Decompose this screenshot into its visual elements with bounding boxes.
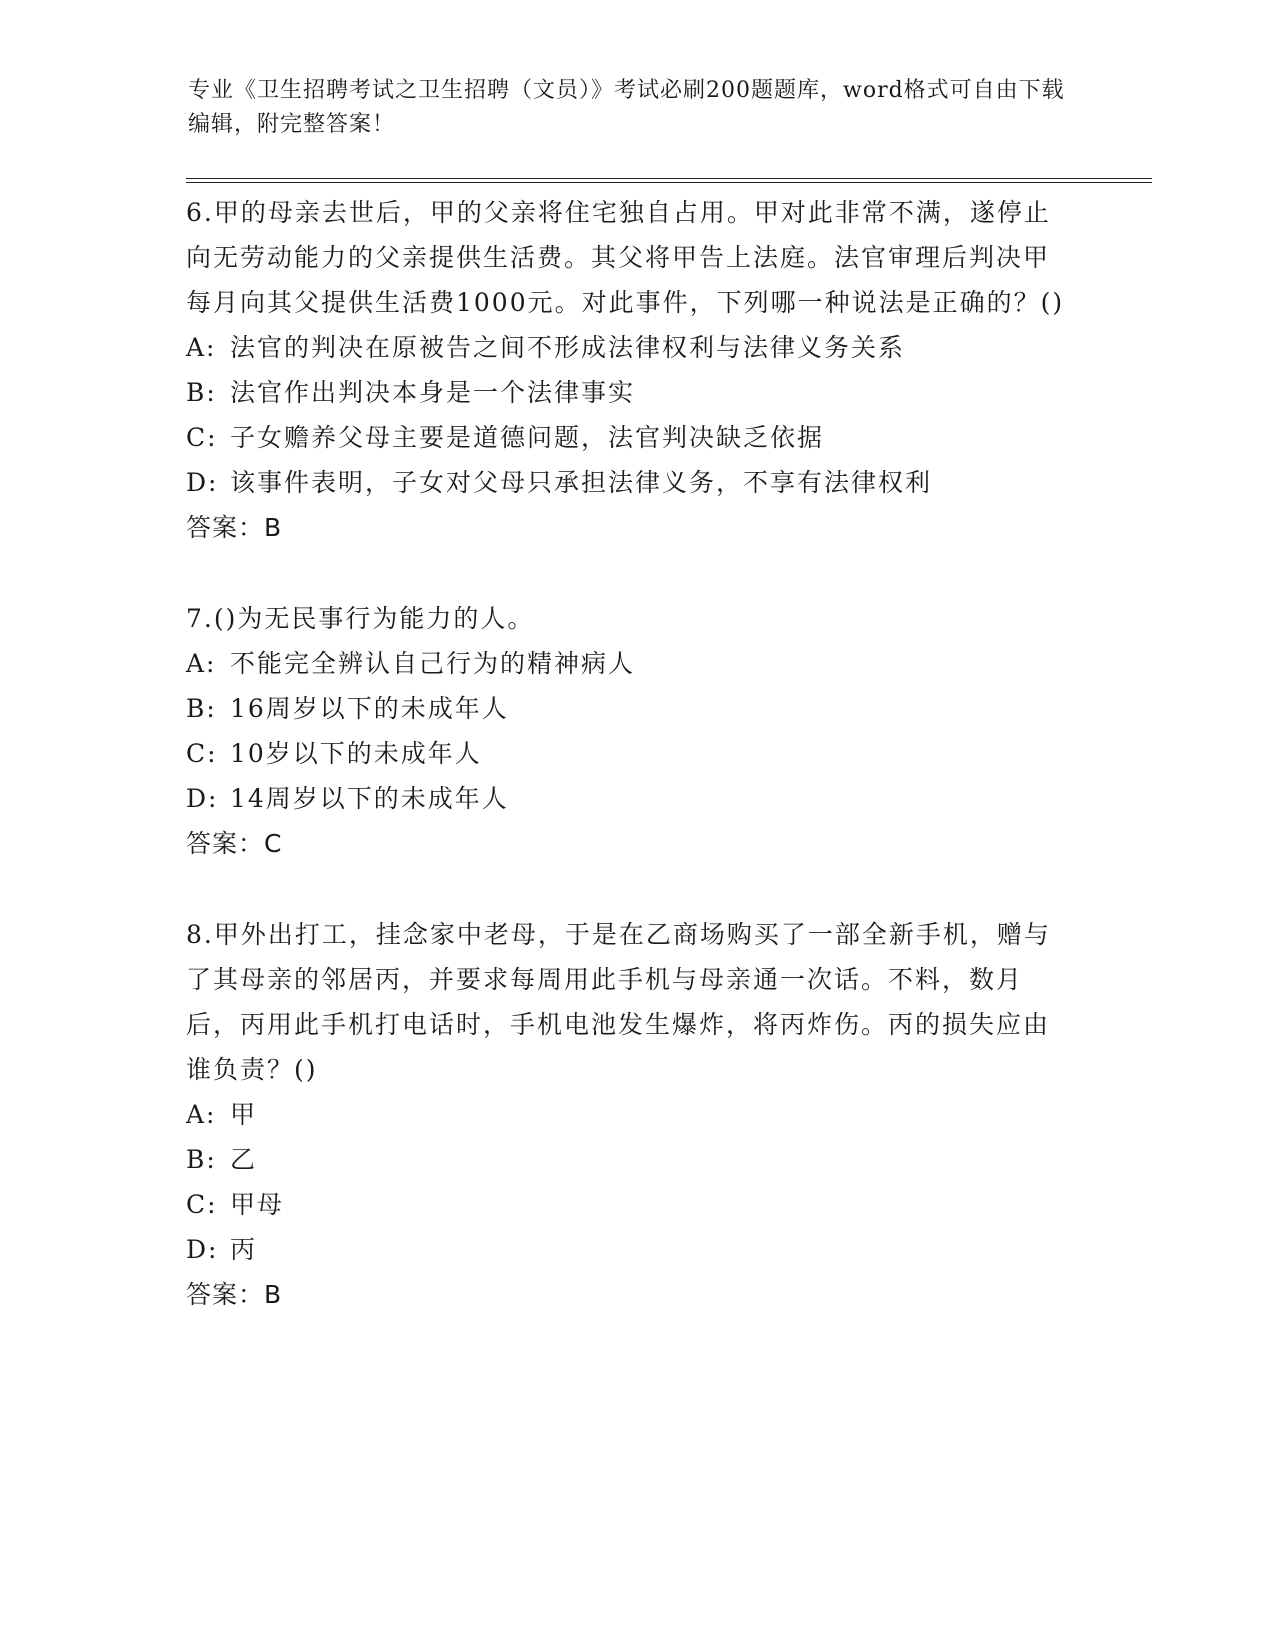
option-letter: B:: [186, 1145, 217, 1174]
option-letter: C:: [186, 423, 218, 452]
option-letter: A:: [186, 1100, 217, 1129]
option-letter: A:: [186, 649, 217, 678]
option-text: 乙: [230, 1145, 258, 1174]
document-header: 专业《卫生招聘考试之卫生招聘（文员）》考试必刷200题题库，word格式可自由下载编辑，附完整答案！: [188, 78, 1065, 137]
option-c: [186, 415, 1086, 460]
option-letter: D:: [186, 1235, 219, 1264]
question-list: [186, 190, 1086, 1317]
question-6: [186, 190, 1086, 550]
option-d: [186, 460, 1086, 505]
option-letter: B:: [186, 378, 217, 407]
header-divider: [186, 178, 1152, 183]
option-text: 14周岁以下的未成年人: [230, 784, 509, 813]
option-text: 16周岁以下的未成年人: [230, 694, 509, 723]
option-letter: C:: [186, 1190, 218, 1219]
option-text: 甲: [230, 1100, 258, 1129]
question-stem: 8.甲外出打工，挂念家中老母，于是在乙商场购买了一部全新手机，赠与了其母亲的邻居丙，并要求每周用此手机与母亲通一次话。不料，数月后，丙用此手机打电话时，手机电池发生爆炸，将丙炸伤。丙的损失应由谁负责？(): [186, 920, 1051, 1084]
question-spacer: [186, 550, 1086, 596]
option-text: 10岁以下的未成年人: [230, 739, 482, 768]
option-a: [186, 1092, 1086, 1137]
question-7: [186, 596, 1086, 866]
question-stem: 6.甲的母亲去世后，甲的父亲将住宅独自占用。甲对此非常不满，遂停止向无劳动能力的父亲提供生活费。其父将甲告上法庭。法官审理后判决甲每月向其父提供生活费1000元。对此事件，下列哪一种说法是正确的？(): [186, 198, 1065, 317]
option-d: [186, 1227, 1086, 1272]
option-text: 法官的判决在原被告之间不形成法律权利与法律义务关系: [230, 333, 906, 362]
option-text: 不能完全辨认自己行为的精神病人: [230, 649, 636, 678]
answer-line: 答案：C: [186, 829, 283, 858]
answer-line: 答案：B: [186, 513, 283, 542]
option-text: 甲母: [230, 1190, 285, 1219]
option-text: 该事件表明，子女对父母只承担法律义务，不享有法律权利: [230, 468, 933, 497]
option-b: [186, 686, 1086, 731]
option-b: [186, 1137, 1086, 1182]
option-letter: D:: [186, 468, 219, 497]
option-letter: B:: [186, 694, 217, 723]
option-letter: D:: [186, 784, 219, 813]
question-spacer: [186, 866, 1086, 912]
option-b: [186, 370, 1086, 415]
option-letter: C:: [186, 739, 218, 768]
option-a: [186, 325, 1086, 370]
option-text: 法官作出判决本身是一个法律事实: [230, 378, 636, 407]
answer-line: 答案：B: [186, 1280, 283, 1309]
question-8: [186, 912, 1086, 1317]
option-a: [186, 641, 1086, 686]
option-text: 丙: [230, 1235, 258, 1264]
option-c: [186, 731, 1086, 776]
option-c: [186, 1182, 1086, 1227]
option-letter: A:: [186, 333, 217, 362]
question-stem: 7.()为无民事行为能力的人。: [186, 604, 535, 633]
option-text: 子女赡养父母主要是道德问题，法官判决缺乏依据: [230, 423, 825, 452]
option-d: [186, 776, 1086, 821]
